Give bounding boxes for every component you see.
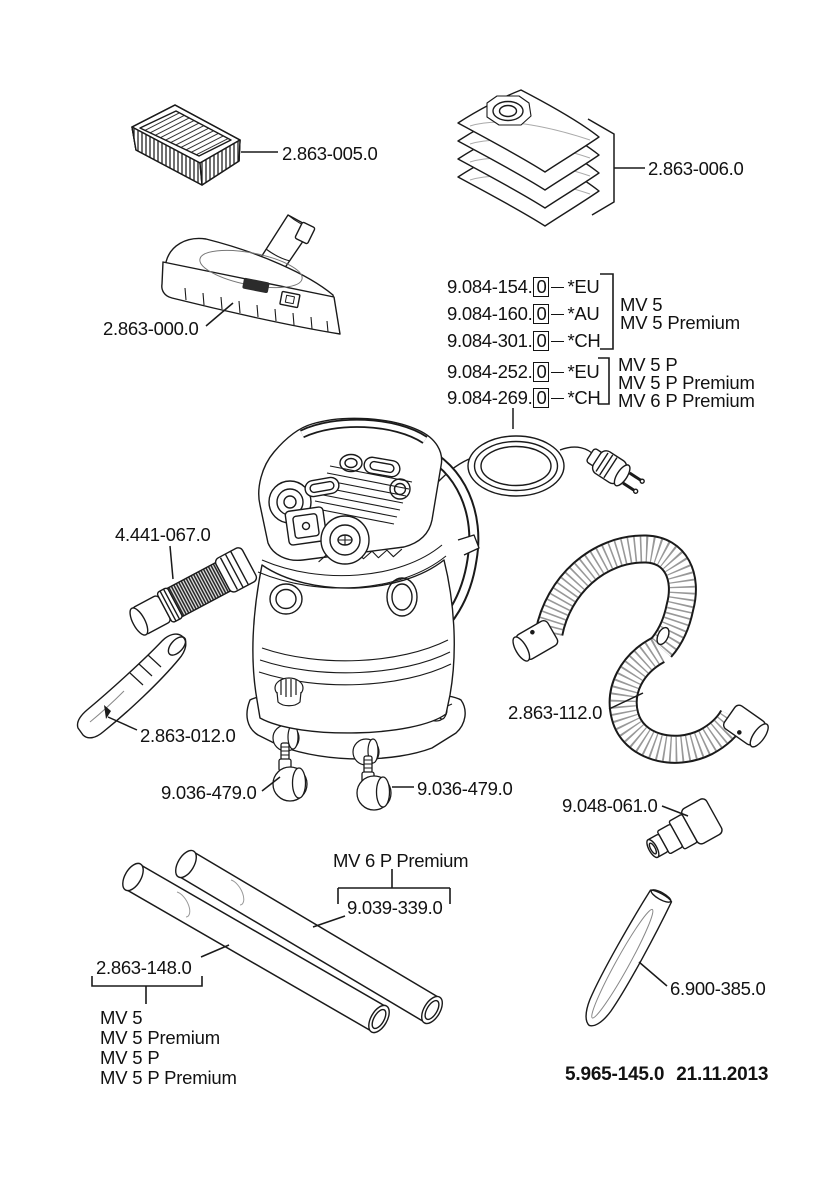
cord-variant-row-ch-p <box>447 387 601 409</box>
cord-group-b-models <box>618 356 755 410</box>
cord-group-a-models <box>620 296 740 332</box>
cord-region: *CH <box>567 330 601 351</box>
bend-connector-drawing <box>125 546 259 641</box>
part-label-castor-right: 9.036-479.0 <box>417 778 513 799</box>
cord-region: *EU <box>567 361 600 382</box>
cord-part-number: 9.084-160. <box>447 303 533 324</box>
document-footer <box>565 1064 768 1086</box>
model-name: MV 5 Premium <box>100 1027 220 1048</box>
cord-part-number: 9.084-269. <box>447 387 533 408</box>
cord-region: *EU <box>567 276 600 297</box>
document-date: 21.11.2013 <box>676 1064 769 1085</box>
part-label-filter-bags: 2.863-006.0 <box>648 158 744 179</box>
cord-variant-row-au <box>447 303 599 325</box>
cord-part-number: 9.084-252. <box>447 361 533 382</box>
bend-handle-drawing <box>77 634 188 738</box>
model-name: MV 6 P Premium <box>618 390 755 411</box>
cord-variant-row-ch <box>447 330 601 352</box>
tube-standard-models <box>100 1008 237 1088</box>
tie-line <box>551 314 564 315</box>
model-name: MV 5 P Premium <box>100 1067 237 1088</box>
filter-bags-drawing <box>458 90 599 226</box>
part-label-tube-standard: 2.863-148.0 <box>96 957 192 978</box>
floor-nozzle-drawing <box>162 215 340 334</box>
vacuum-body-drawing <box>247 418 479 765</box>
model-name: MV 5 <box>620 294 663 315</box>
part-label-floor-nozzle: 2.863-000.0 <box>103 318 199 339</box>
part-label-bend-connector: 4.441-067.0 <box>115 524 211 545</box>
model-name: MV 5 P Premium <box>618 372 755 393</box>
boxed-digit: 0 <box>533 388 549 408</box>
cord-region: *CH <box>567 387 601 408</box>
part-label-tube-premium: 9.039-339.0 <box>347 897 443 918</box>
cord-region: *AU <box>567 303 600 324</box>
cord-part-number: 9.084-154. <box>447 276 533 297</box>
part-label-bend-handle: 2.863-012.0 <box>140 725 236 746</box>
model-name: MV 5 Premium <box>620 312 740 333</box>
flat-filter-drawing <box>132 105 240 185</box>
part-label-crevice-nozzle: 6.900-385.0 <box>670 978 766 999</box>
tie-line <box>551 372 564 373</box>
part-label-flat-filter: 2.863-005.0 <box>282 143 378 164</box>
tie-line <box>551 287 564 288</box>
boxed-digit: 0 <box>533 331 549 351</box>
cord-variant-row-eu-p <box>447 361 599 383</box>
document-number: 5.965-145.0 <box>565 1064 665 1085</box>
boxed-digit: 0 <box>533 362 549 382</box>
model-name: MV 5 P <box>618 354 678 375</box>
part-label-adapter: 9.048-061.0 <box>562 795 658 816</box>
part-label-castor-left: 9.036-479.0 <box>161 782 257 803</box>
model-name: MV 5 <box>100 1007 143 1028</box>
tie-line <box>551 341 564 342</box>
boxed-digit: 0 <box>533 304 549 324</box>
power-cord-drawing <box>438 436 648 498</box>
part-label-suction-hose: 2.863-112.0 <box>508 702 603 723</box>
cord-variant-row-eu <box>447 276 599 298</box>
crevice-nozzle-drawing <box>577 886 675 1032</box>
cord-part-number: 9.084-301. <box>447 330 533 351</box>
boxed-digit: 0 <box>533 277 549 297</box>
model-name: MV 5 P <box>100 1047 160 1068</box>
tie-line <box>551 398 564 399</box>
model-label-tube-premium: MV 6 P Premium <box>333 850 469 871</box>
